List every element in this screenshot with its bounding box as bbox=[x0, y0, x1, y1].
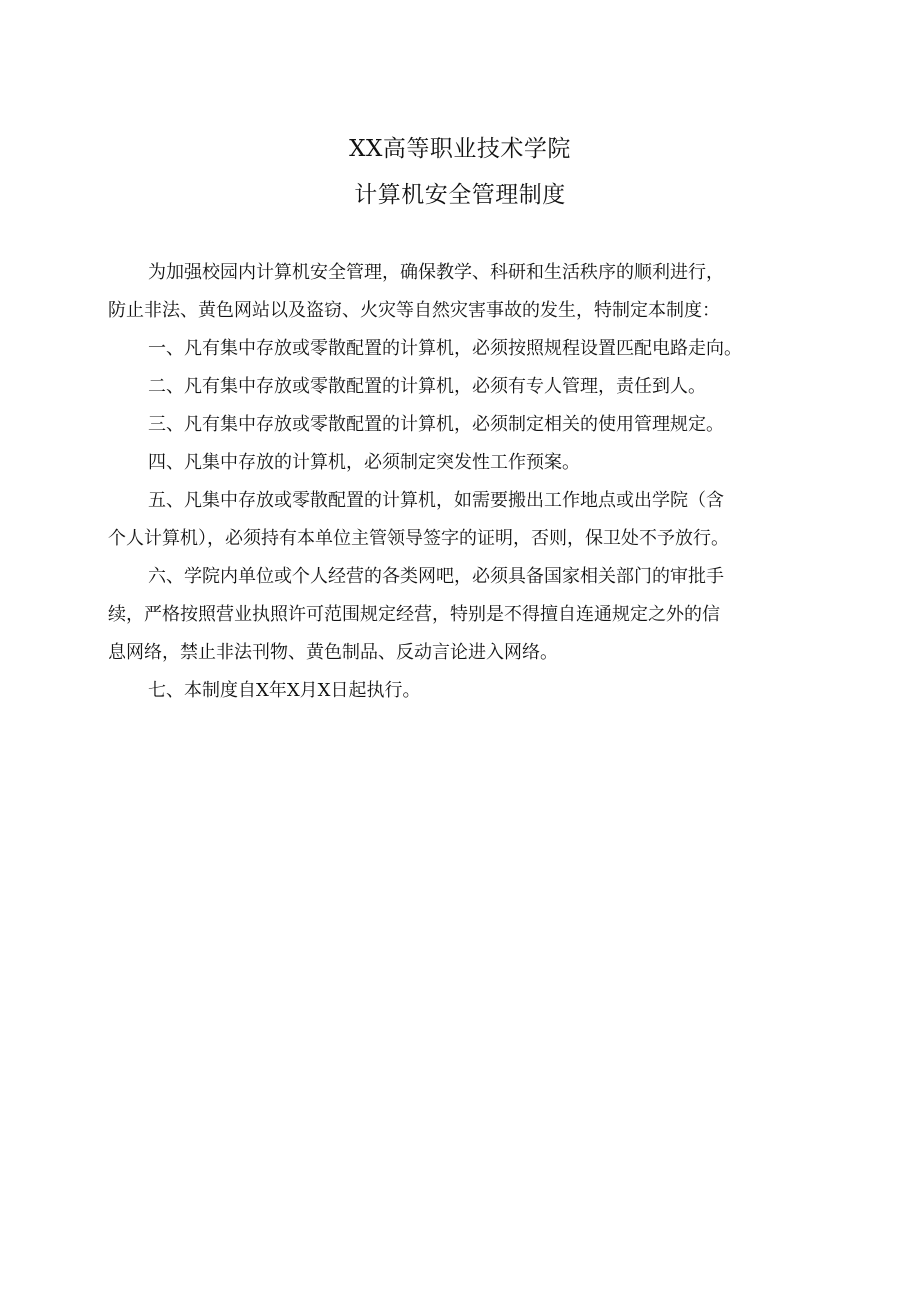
intro-line-2: 防止非法、黄色网站以及盗窃、火灾等自然灾害事故的发生，特制定本制度： bbox=[108, 300, 720, 321]
document-body bbox=[108, 254, 820, 710]
article-4: 四、凡集中存放的计算机，必须制定突发性工作预案。 bbox=[148, 452, 580, 473]
article-6-line-3: 息网络，禁止非法刊物、黄色制品、反动言论进入网络。 bbox=[108, 642, 558, 663]
article-5-line-1: 五、凡集中存放或零散配置的计算机，如需要搬出工作地点或出学院（含 bbox=[148, 490, 724, 511]
article-3: 三、凡有集中存放或零散配置的计算机，必须制定相关的使用管理规定。 bbox=[148, 414, 724, 435]
article-1: 一、凡有集中存放或零散配置的计算机，必须按照规程设置匹配电路走向。 bbox=[148, 338, 742, 359]
article-5-line-2: 个人计算机），必须持有本单位主管领导签字的证明，否则，保卫处不予放行。 bbox=[108, 528, 729, 549]
title-regulation: 计算机安全管理制度 bbox=[354, 182, 566, 208]
article-7: 七、本制度自X年X月X日起执行。 bbox=[148, 680, 421, 701]
document-title bbox=[0, 126, 920, 218]
article-6-line-2: 续，严格按照营业执照许可范围规定经营，特别是不得擅自连通规定之外的信 bbox=[108, 604, 720, 625]
title-institution: XX高等职业技术学院 bbox=[349, 136, 571, 162]
intro-line-1: 为加强校园内计算机安全管理，确保教学、科研和生活秩序的顺利进行， bbox=[148, 262, 724, 283]
article-2: 二、凡有集中存放或零散配置的计算机，必须有专人管理，责任到人。 bbox=[148, 376, 706, 397]
article-6-line-1: 六、学院内单位或个人经营的各类网吧，必须具备国家相关部门的审批手 bbox=[148, 566, 724, 587]
